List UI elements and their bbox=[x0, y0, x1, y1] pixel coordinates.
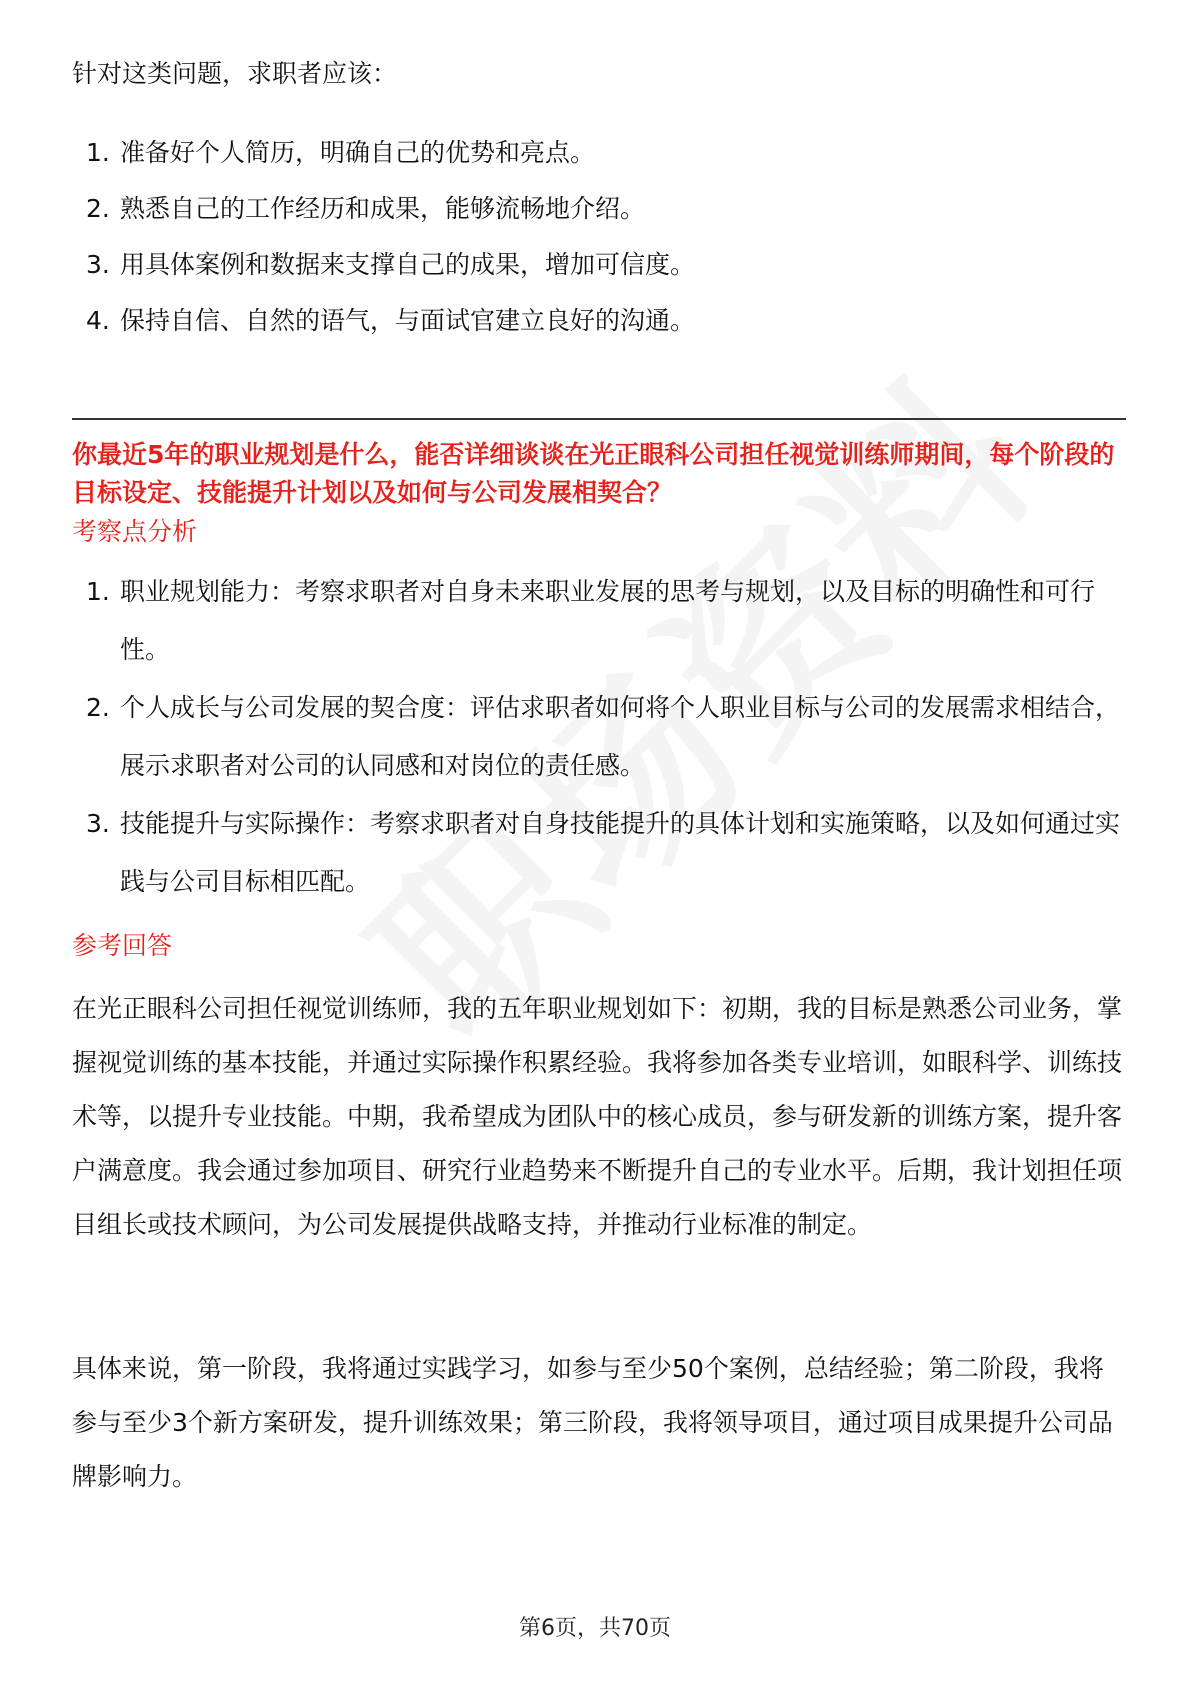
analysis-title: 考察点分析 bbox=[72, 517, 198, 546]
list-text: 保持自信、自然的语气，与面试官建立良好的沟通。 bbox=[120, 306, 696, 335]
list-item bbox=[72, 181, 1122, 237]
list-item bbox=[72, 679, 1122, 795]
section-divider bbox=[72, 418, 1126, 420]
list-number: 1. bbox=[86, 138, 110, 167]
answer-title: 参考回答 bbox=[72, 931, 173, 960]
list-number: 4. bbox=[86, 306, 110, 335]
intro-list bbox=[72, 125, 1122, 349]
list-item bbox=[72, 125, 1122, 181]
list-text: 职业规划能力：考察求职者对自身未来职业发展的思考与规划，以及目标的明确性和可行性。 bbox=[120, 577, 1096, 664]
list-item bbox=[72, 293, 1122, 349]
question-heading: 你最近5年的职业规划是什么，能否详细谈谈在光正眼科公司担任视觉训练师期间，每个阶段的目标设定、技能提升计划以及如何与公司发展相契合？ bbox=[72, 440, 1115, 507]
list-item bbox=[72, 563, 1122, 679]
page-number: 第6页，共70页 bbox=[519, 1616, 671, 1641]
list-text: 技能提升与实际操作：考察求职者对自身技能提升的具体计划和实施策略，以及如何通过实践与公司目标相匹配。 bbox=[120, 809, 1121, 896]
list-number: 3. bbox=[86, 250, 110, 279]
analysis-list bbox=[72, 563, 1122, 911]
list-text: 用具体案例和数据来支撑自己的成果，增加可信度。 bbox=[120, 250, 696, 279]
list-item bbox=[72, 795, 1122, 911]
list-number: 2. bbox=[86, 194, 110, 223]
list-text: 准备好个人简历，明确自己的优势和亮点。 bbox=[120, 138, 596, 167]
list-item bbox=[72, 237, 1122, 293]
list-number: 2. bbox=[86, 693, 110, 722]
answer-paragraph-1: 在光正眼科公司担任视觉训练师，我的五年职业规划如下：初期，我的目标是熟悉公司业务，掌握视觉训练的基本技能，并通过实际操作积累经验。我将参加各类专业培训，如眼科学、训练技术等，以提升专业技能。中期，我希望成为团队中的核心成员，参与研发新的训练方案，提升客户满意度。我会通过参加项目、研究行业趋势来不断提升自己的专业水平。后期，我计划担任项目组长或技术顾问，为公司发展提供战略支持，并推动行业标准的制定。 bbox=[72, 994, 1123, 1239]
list-number: 3. bbox=[86, 809, 110, 838]
list-text: 熟悉自己的工作经历和成果，能够流畅地介绍。 bbox=[120, 194, 646, 223]
list-text: 个人成长与公司发展的契合度：评估求职者如何将个人职业目标与公司的发展需求相结合，展示求职者对公司的认同感和对岗位的责任感。 bbox=[120, 693, 1121, 780]
answer-paragraph-2: 具体来说，第一阶段，我将通过实践学习，如参与至少50个案例，总结经验；第二阶段，我将参与至少3个新方案研发，提升训练效果；第三阶段，我将领导项目，通过项目成果提升公司品牌影响力。 bbox=[72, 1354, 1113, 1491]
intro-text: 针对这类问题，求职者应该： bbox=[72, 59, 398, 88]
list-number: 1. bbox=[86, 577, 110, 606]
